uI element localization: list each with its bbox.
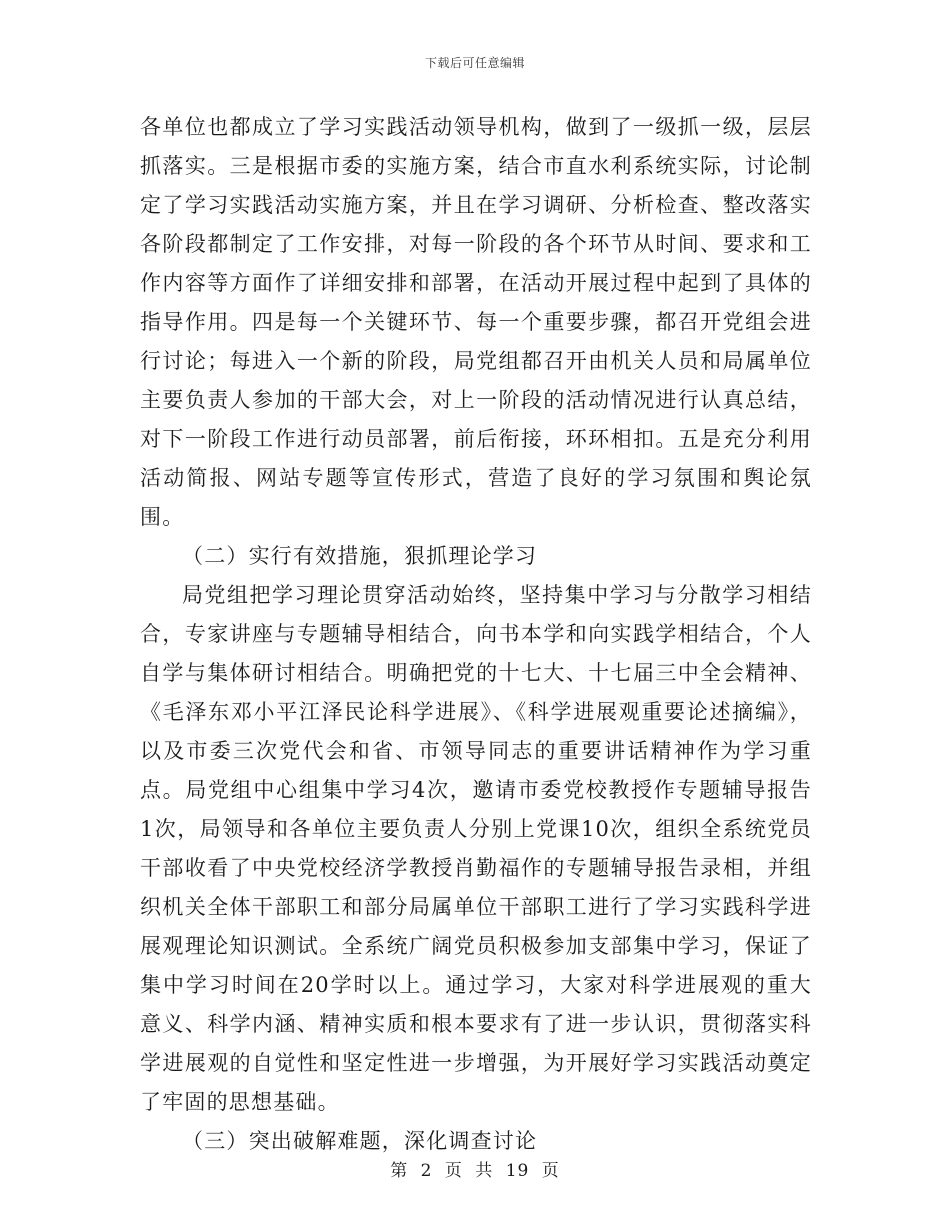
page-footer: 第 2 页 共 19 页 xyxy=(390,1161,560,1181)
section-heading: （二）实行有效措施，狠抓理论学习 xyxy=(182,544,538,568)
page-header-note: 下载后可任意编辑 xyxy=(424,56,525,70)
document-body xyxy=(140,108,812,1161)
section-heading: （三）突出破解难题，深化调查讨论 xyxy=(182,1129,538,1153)
body-paragraph: 局党组把学习理论贯穿活动始终，坚持集中学习与分散学习相结合，专家讲座与专题辅导相结合，向书本学和向实践学相结合，个人自学与集体研讨相结合。明确把党的十七大、十七届三中全会精神、《毛泽东邓小平江泽民论科学进展》、《科学进展观重要论述摘编》，以及市委三次党代会和省、市领导同志的重要讲话精神作为学习重点。局党组中心组集中学习4次，邀请市委党校教授作专题辅导报告1次，局领导和各单位主要负责人分别上党课10次，组织全系统党员干部收看了中央党校经济学教授肖勤福作的专题辅导报告录相，并组织机关全体干部职工和部分局属单位干部职工进行了学习实践科学进展观理论知识测试。全系统广阔党员积极参加支部集中学习，保证了集中学习时间在20学时以上。通过学习，大家对科学进展观的重大意义、科学内涵、精神实质和根本要求有了进一步认识，贯彻落实科学进展观的自觉性和坚定性进一步增强，为开展好学习实践活动奠定了牢固的思想基础。 xyxy=(140,583,812,1114)
body-paragraph: 各单位也都成立了学习实践活动领导机构，做到了一级抓一级，层层抓落实。三是根据市委的实施方案，结合市直水利系统实际，讨论制定了学习实践活动实施方案，并且在学习调研、分析检查、整改落实各阶段都制定了工作安排，对每一阶段的各个环节从时间、要求和工作内容等方面作了详细安排和部署，在活动开展过程中起到了具体的指导作用。四是每一个关键环节、每一个重要步骤，都召开党组会进行讨论；每进入一个新的阶段，局党组都召开由机关人员和局属单位主要负责人参加的干部大会，对上一阶段的活动情况进行认真总结，对下一阶段工作进行动员部署，前后衔接，环环相扣。五是充分利用活动简报、网站专题等宣传形式，营造了良好的学习氛围和舆论氛围。 xyxy=(140,115,812,529)
